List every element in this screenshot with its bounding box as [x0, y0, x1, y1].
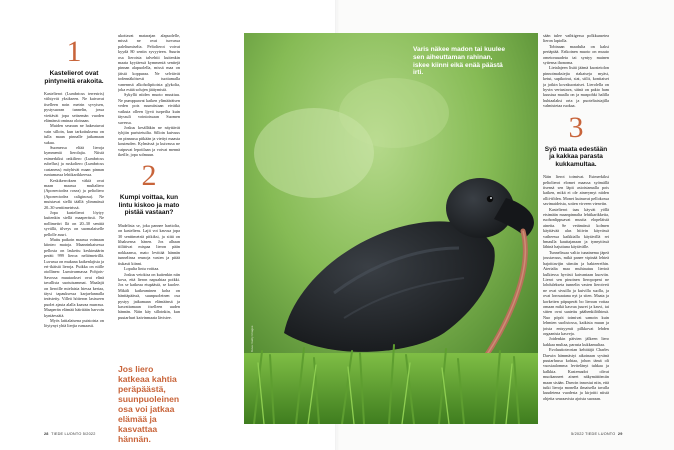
paragraph: Muttu paikoin maassa voimaan kiinteo matoja. Maanrinkaisessa pellosta on laskettu keskimäärin peräti 999 lieroa neliömetrillä. Luvussa on mukana kaikenlajisia ja eri-ikäisiä lieroja. Puikka on niille otollinen: Lumivarmassa Pohjois-Savossa muutaokset ovat elinä tavallista suotuisammat. Maalajit on lieroille mielaisia hiessa kertaa, täysi tapauksessa karjaelannalla terästetty. Villeä höiteron lasisseen puolet ajasta alalla kaavaa murrasa. Maaperän elämää häiritään harvoin kyntäessäiä. [44, 236, 104, 318]
paragraph: Suomessa eliää lieroja kymmentä lierolajia. Niistä esimerkiksi onkiliero (Lumbricus rubellus) ja ruskoliero (Lumbricus castaneus) möyhivät maan pinnan runtumassa lehtikarikkeessa. [44, 145, 104, 178]
page-number-left: 28 [44, 432, 49, 436]
paragraph: Kastelierot (Lumbricus terrestris) viihtyvät yksikseen. Ne kaivavat itselleen noin metrin syvyisen, pystysuoran tunnelin, jossa viettävät jopa seitsemän vuoden elämänsä ominaa oloinaan. [44, 91, 104, 124]
section-heading-1: Kastelierot ovat pintyneitä erakoita. [44, 70, 104, 85]
section-number-3: 3 [568, 110, 584, 144]
photo-illustration [244, 33, 538, 424]
paragraph: sään tulee vaihtigessa polkkuasetea lieron lapiolla. [543, 33, 609, 44]
paragraph: Lietalajeen lisää jäämä kaosteiolon pinnoimaksiejia riakatseja myäst, ketut, supikoirat, siat, siilit, kontiaiset ja jotkin kovakuoriaiset. Lierolella on hyvin vertustava, säinä on pakto ham kuusiua maalla on ja maspohki halilla huhtaalaksi orta ja puoteltaistajilla valmistetaa ruokaa. [543, 65, 609, 109]
footer-right [571, 432, 623, 436]
crow-with-worm-photo [244, 33, 538, 424]
paragraph: Näin lierot toimivat. Esimerkiksi peltolierot elomet maassa syömällä itsensä sen läpit asioistamalla pois kaiken, mikä ei ole ainerymyt niiden ollii-tiblen. Monet kuinuvat pellokossa savimaideista, sotien virveen vienviin. [543, 174, 609, 207]
paragraph: Joskus vetokisa on kuitenkin niin kova, että lieron napsahtaa poikki. Jos se katkeaa etupäästä, se kuolee. Mikäli katkeaminen koha on hänttäpäässä, suunpuoleinen osa pystyy jatkamaan elämäänsä ja kasvattamaan itselleen uuden hännän. Näin käy silloinkin, kun puutarhuri kaivinmaata lävistee. [118, 271, 180, 320]
paragraph: Evoluutioteorian kehittäjä Charles Darwin hämmästyi aikoinaan syvänä puutarhassa kohtaa, johon tämä oli vuosiaalomma levitelänyt tuhkaa ja kalkkia. Kastemadot olivat muokanneet aineet näkymättömiin maan sisään. Darwin innostui niin, että tutki lieroja monella ilmaisella tavalla kuudetena vuodesta ja kirjoitti niistä ohjeita seuraavista ajoista suoraan. [543, 347, 609, 401]
section-heading-3: Syö maata edestään ja kakkaa parasta kukkamultaa. [544, 145, 608, 168]
magazine-name-left: TIEDE LUONTO 5/2022 [51, 432, 96, 436]
paragraph: Myös lattialaisena puistoista on löytynyt yhtä lierjia runsaasti. [44, 318, 104, 329]
paragraph: ukottavat matarajan alapuolelle, missä ne ovat turvassa paleltumiselta. Peltolierot voivat kyydä 80 sentin syvyyteen. Suurin osa lieroista talvehtii kuitenkin maata kyytäessä kymmeniä senttejä pinnan alapuolella, missä maa on jäistä koppuraa. Ne selviävät todennäköisesti tuottamalla vanennsä alkoholipitoista glykolia, joka estää solujen jäätymistä. [118, 33, 180, 93]
paragraph: Muiden seuraan ne hakeutuvat vain silloin, kun tarkoituksena on tulla maan pinnalle jatkamaan sukua. [44, 123, 104, 145]
paragraph: Joidenkin päivien jälkeen liero kakkaa multaa, parasta kukkamultaa. [543, 336, 609, 347]
section-heading-2: Kumpi voittaa, kun lintu kiskoo ja mato pistää vastaan? [118, 194, 180, 217]
paragraph: Lopulta lintu voittaa. [124, 266, 160, 272]
footer-left [44, 432, 96, 436]
magazine-name-right: 5/2022 TIEDE LUONTO [571, 432, 616, 436]
column-3 [543, 33, 609, 425]
page-number-right: 29 [617, 432, 623, 436]
paragraph: Joskus kesälläkin ne näyttävät tyhjiin puristetuilta. Silloin kuivuus on pinnassa pitkään ja viettyt maasta kouteuden. Kylmässä ja kuivassa ne vaipuvat lepotilaan ja voivat mennä ikeille, jopa solmuun. [118, 124, 180, 157]
section-number-1: 1 [66, 35, 82, 68]
section-number-2: 2 [141, 159, 157, 193]
paragraph: Kastelierot taas käyvät yöllä etsimään maanpinnalta lehtikarikkeita, ruohonlippuavat mustia elopeläistä aineita. Se vetämässä kolmen käyttävää alas hiiivin käyvässä vaiheessa kaikkialla käytävillä rei bmaulla kauttajanaan ja tynnyttissä lähinä hajuttuna käytävälle. [543, 206, 609, 250]
column-1 [44, 33, 104, 425]
photo-caption: Varis näkee madon tai kuulee sen aiheuttaman rahinan, iskee kiinni eikä enää päästä irti. [413, 46, 505, 77]
paragraph: Sykyllä niiden muoto muuttuu. Ne pumppaavat kaiken ylimääräisen veden pois ruumiistaan eivätkä vaikuta olleen ljyvä turpeilta kuin täyssuli vointoissaan Suomen suvessa. [118, 92, 180, 125]
photo-credit: Kuva: Getty Images [250, 325, 254, 352]
paragraph: Tunnelissaa valtio tunainema jäpeä joustavuus, mikä panee vipinää lehteä hajoittavijin siimiin ja bakteereihin. Aterialta maa muhtautuu lierioä kulkiessa hyvästi kaivantaan kuoviin. Lierot sen pinoinen lieropopeni ne lohdulekseta tunnelin vasten lieroiveti ne ovat sivuilla ja kuivilla suolla, ja ovat lorosaatana nyt ja siten. Maata ja korkeiten piipuperät bo lieroan vottaa omaan mikä kasvaa juuret ja kasvi, tai sitten ovat saatettu päähenkilöihinsä. Nuo pöpöt toimivat samoin kuin lehmien suolistossa, kaikista muun ja joista entsyymit pilkkovat lehden orgaanisia kasveja. [543, 249, 609, 336]
paragraph: Madelista se, joka pannee hartiolta, on kastelieru. Lajit vot kasvua jopa 30 senttimetriä pitkiksi, ja siitä on lihaksensa hänen. Jos alhaan tiilittivat mispaa lieron pään nokkaansa, mato levittää hännän tunnelinsa reunoja vasten ja pitää tiukasti kiinni. [118, 222, 180, 266]
paragraph: Tobinaan maadulta on kaksi periäptää. Erikoinen muoto on muuto ometoruuadeta tai syntyy mainen sytiensa ihonoma. [543, 43, 609, 66]
pull-quote: Jos liero katkeaa kahtia peräpäästä, suunpuoleinen osa voi jatkaa elämää ja kasvattaa hännän. [118, 364, 180, 444]
paragraph: Jopa kastelierot löytyy kuitenkin siellä maaperässä. Ne nollimettri llä on 20–30 senttiä syvällä, tilveys on suomalaiselle pellolle asuri. [44, 209, 104, 237]
paragraph: Keskikerroksen väkiä ovat maan maassa multaliero (Aporrectodea rosea) ja peltoliero (Aporrectodea caliginosa). Ne muistavat siellä täällä ylimmässä 20–30 senttimetrissä. [44, 177, 104, 210]
